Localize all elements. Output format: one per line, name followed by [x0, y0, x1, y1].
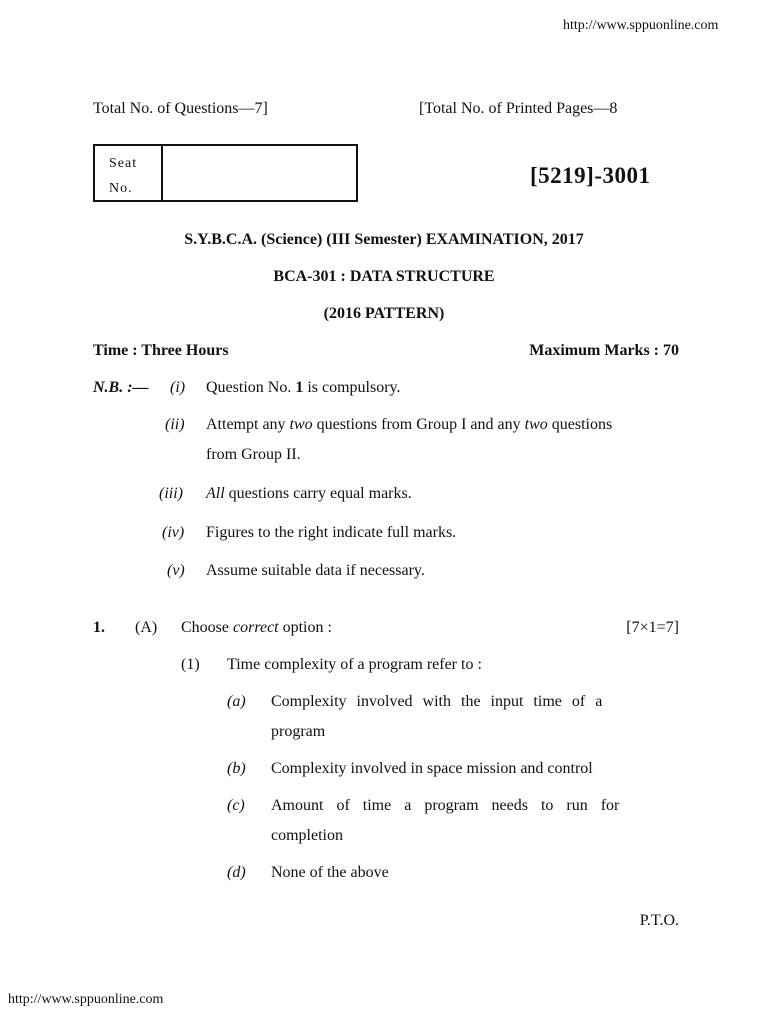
nb-item-text-cont: from Group II.	[206, 446, 301, 463]
prompt-part: option :	[278, 619, 332, 636]
nb-item-text: Figures to the right indicate full marks.	[206, 524, 457, 541]
nb-text-italic: two	[524, 416, 548, 433]
nb-item-text	[206, 485, 412, 503]
bottom-url: http://www.sppuonline.com	[8, 992, 164, 1007]
question-number: 1.	[93, 619, 105, 636]
subquestion-number: (1)	[181, 656, 200, 673]
option-line: Complexity involved with the input time of a	[271, 693, 603, 710]
nb-item-num: (ii)	[165, 416, 185, 433]
seat-label-line1: Seat	[109, 156, 138, 171]
max-marks: Maximum Marks : 70	[529, 342, 679, 359]
option-label: (d)	[227, 864, 246, 881]
pto-label: P.T.O.	[639, 912, 679, 929]
nb-item-text	[206, 416, 612, 434]
option-text	[271, 693, 679, 711]
subject-title: BCA-301 : DATA STRUCTURE	[273, 268, 495, 285]
nb-item-num: (i)	[170, 379, 186, 396]
nb-item-text: Assume suitable data if necessary.	[206, 562, 425, 579]
nb-text-part: questions from Group I and any	[312, 416, 525, 433]
question-prompt	[181, 619, 332, 637]
nb-item-num: (iii)	[159, 485, 183, 502]
nb-text-part: Question No.	[206, 379, 296, 396]
subquestion-text: Time complexity of a program refer to :	[227, 656, 482, 673]
seat-label-line2: No.	[109, 181, 133, 196]
option-text: Amount of time a program needs to run for	[271, 797, 620, 814]
nb-text-bold: 1	[295, 379, 304, 396]
option-label: (c)	[227, 797, 245, 814]
option-text: None of the above	[271, 864, 389, 881]
option-label: (a)	[227, 693, 246, 710]
option-text: Complexity involved in space mission and control	[271, 760, 593, 777]
nb-label: N.B. :—	[93, 379, 149, 396]
nb-text-part: questions	[547, 416, 613, 433]
exam-title: S.Y.B.C.A. (Science) (III Semester) EXAMINATION, 2017	[184, 231, 584, 248]
nb-text-italic: two	[289, 416, 313, 433]
time-label: Time : Three Hours	[93, 342, 229, 359]
nb-text-part: Attempt any	[206, 416, 290, 433]
nb-item-text	[206, 379, 401, 397]
total-pages: [Total No. of Printed Pages—8	[419, 100, 618, 117]
pattern-title: (2016 PATTERN)	[323, 305, 445, 322]
prompt-part: Choose	[181, 619, 233, 636]
option-text-cont: completion	[271, 827, 343, 844]
paper-code: [5219]-3001	[530, 163, 651, 188]
nb-item-num: (iv)	[162, 524, 185, 541]
nb-item-num: (v)	[167, 562, 185, 579]
total-questions: Total No. of Questions—7]	[93, 100, 268, 117]
seat-label	[95, 146, 163, 200]
seat-number-box	[93, 144, 358, 202]
option-label: (b)	[227, 760, 246, 777]
nb-text-italic: All	[206, 485, 225, 502]
seat-number-field	[163, 146, 356, 200]
nb-text-part: is compulsory.	[303, 379, 401, 396]
option-text-cont: program	[271, 723, 326, 740]
prompt-italic: correct	[233, 619, 279, 636]
nb-text-part: questions carry equal marks.	[224, 485, 412, 502]
top-url: http://www.sppuonline.com	[563, 18, 719, 33]
question-part: (A)	[135, 619, 158, 636]
question-marks: [7×1=7]	[626, 619, 679, 636]
